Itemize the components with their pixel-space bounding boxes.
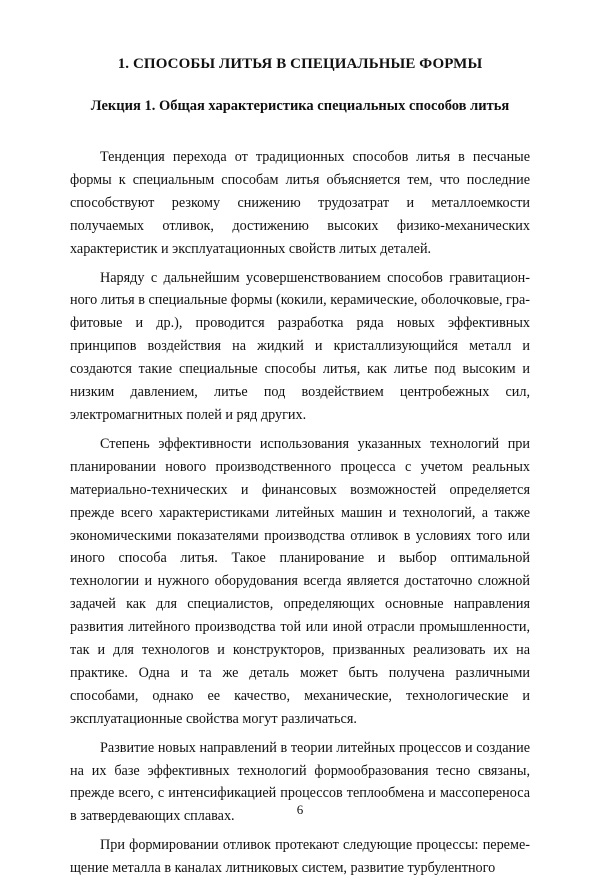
chapter-title: 1. СПОСОБЫ ЛИТЬЯ В СПЕЦИАЛЬНЫЕ ФОРМЫ [117,56,483,72]
body-text [70,146,530,880]
paragraph: Развитие новых направлений в теории литейных процессов и создание на их базе эффективных технологий формообразования тесно связаны, прежде всего, с интенсификацией процессов теплообмена и массопереноса в затвердевающих сплавах. [70,739,530,825]
paragraph: Степень эффективности использования указанных технологий при планировании нового производственного процесса с учетом реальных материально-технических и финансовых возможностей определяется прежде всего характеристиками литейных машин и технологий, а также экономическими показателями производства отливок в условиях того или иного способа литья. Такое планирование и выбор оптимальной технологии и нужного оборудования всегда является достаточно сложной задачей как для специалистов, определяющих основные направления развития литейного производства той или иной отрасли промышленности, так и для технологов и конструкторов, призванных реализовать их на практике. Одна и та же деталь может быть получена различными способами, однако ее качество, механические, технологические и эксплуатационные свойства могут различаться. [70,435,530,727]
page-number: 6 [296,802,304,817]
paragraph: Наряду с дальнейшим усовершенствованием способов гравитационного литья в специальные формы (кокили, керамические, оболочковые, графитовые и др.), проводится разработка ряда новых эффективных принципов воздействия на жидкий и кристаллизующийся металл и создаются такие специальные способы литья, как литье под высоким и низким давлением, литье под воздействием центробежных сил, электромагнитных полей и ряд других. [70,269,530,423]
paragraph: При формировании отливок протекают следующие процессы: перемещение металла в каналах литниковых систем, развитие турбулентного [70,837,530,877]
lecture-title: Лекция 1. Общая характеристика специальных способов литья [90,98,510,114]
paragraph: Тенденция перехода от традиционных способов литья в песчаные формы к специальным способам литья объясняется тем, что последние способствуют резкому снижению трудозатрат и металлоемкости получаемых отливок, достижению высоких физико-механических характеристик и эксплуатационных свойств литых деталей. [70,149,530,257]
